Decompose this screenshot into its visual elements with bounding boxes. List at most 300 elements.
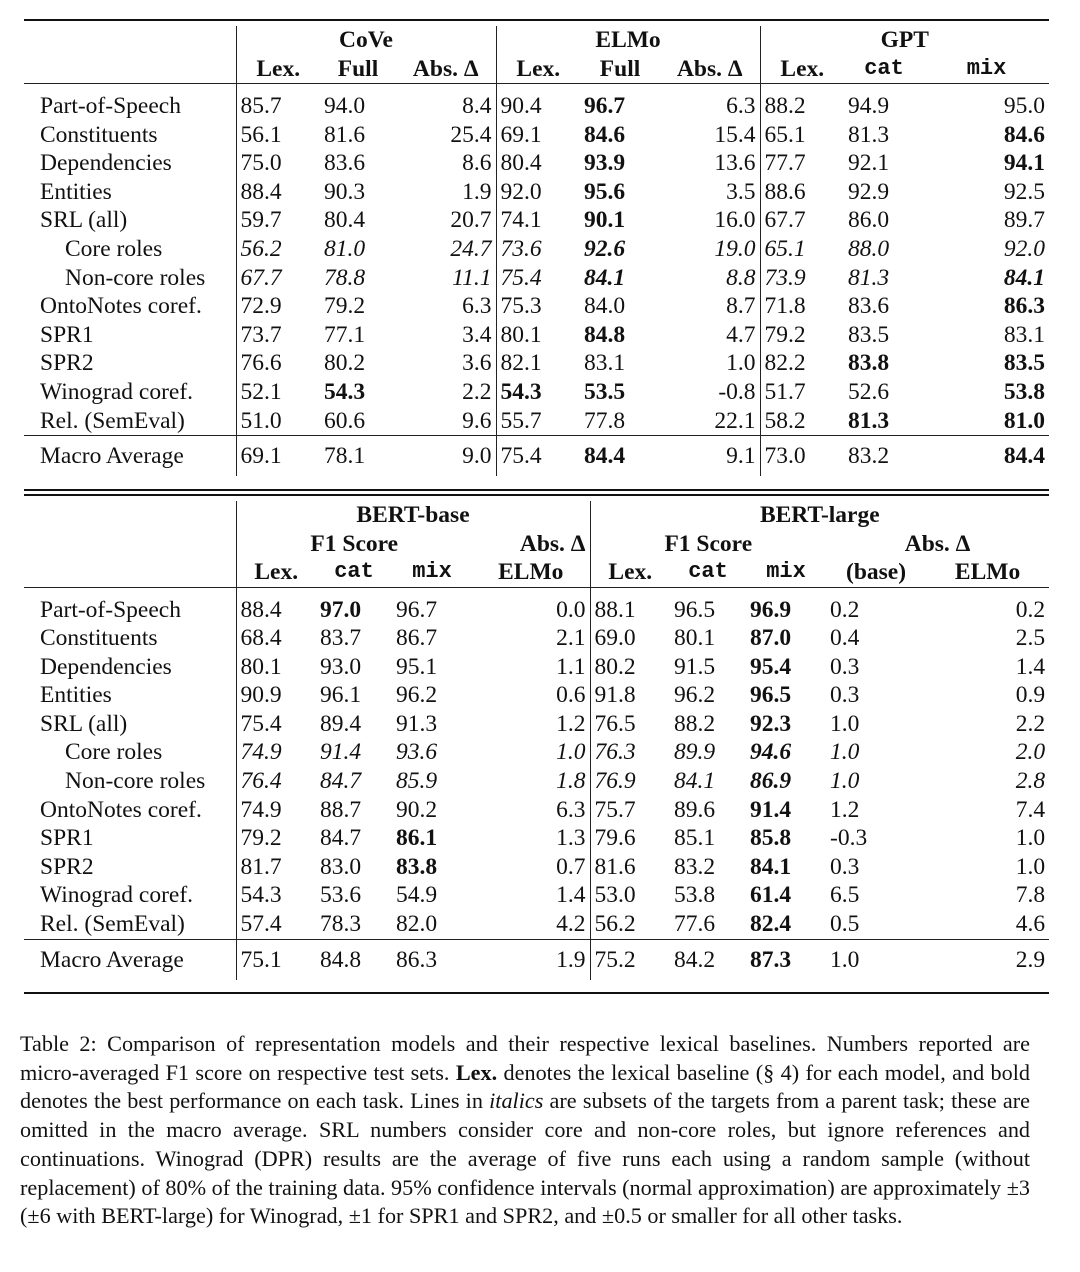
table-cell: 78.8 bbox=[324, 264, 366, 291]
table-cell: 54.3 bbox=[324, 378, 366, 405]
table-cell: 84.4 bbox=[924, 436, 1049, 477]
table-cell: 96.9 bbox=[746, 587, 826, 624]
table-cell: 9.0 bbox=[396, 436, 496, 477]
table-cell: 1.1 bbox=[556, 653, 586, 680]
table-cell: 84.6 bbox=[584, 121, 626, 148]
table-cell: 25.4 bbox=[450, 121, 492, 148]
table-cell: 76.6 bbox=[236, 349, 320, 378]
table-cell: 90.4 bbox=[496, 84, 580, 121]
table-cell: 73.6 bbox=[496, 235, 580, 264]
table-cell: 96.2 bbox=[396, 682, 438, 709]
column-header: mix bbox=[766, 559, 806, 584]
table-cell: 0.3 bbox=[830, 682, 860, 709]
table-cell: 93.0 bbox=[320, 653, 362, 680]
table1-top-rule bbox=[24, 19, 1049, 21]
table-cell: 89.4 bbox=[320, 710, 362, 737]
table-row bbox=[24, 84, 1049, 121]
table-cell: 51.0 bbox=[236, 407, 320, 436]
table-cell: 96.5 bbox=[750, 682, 792, 709]
table-cell: 88.0 bbox=[848, 235, 890, 262]
table-cell: 75.0 bbox=[236, 149, 320, 178]
column-header: Full bbox=[599, 55, 641, 82]
table-cell: 60.6 bbox=[324, 407, 366, 434]
column-header: Lex. bbox=[236, 55, 320, 84]
table-cell: 19.0 bbox=[714, 235, 756, 262]
table-cell: 76.5 bbox=[590, 710, 670, 739]
table-cell: 84.4 bbox=[580, 436, 660, 477]
table-cell: 1.0 bbox=[1015, 825, 1046, 852]
table-cell: 84.8 bbox=[584, 321, 626, 348]
table-row bbox=[24, 653, 1049, 682]
table-cell: 83.7 bbox=[320, 625, 362, 652]
column-header: Abs. Δ bbox=[676, 55, 743, 82]
table-cell: 8.6 bbox=[462, 150, 492, 177]
table-cell: 1.2 bbox=[556, 710, 586, 737]
table-cell: 53.8 bbox=[1003, 378, 1046, 405]
table-cell: 0.2 bbox=[826, 587, 926, 624]
table-cell: 80.1 bbox=[674, 625, 716, 652]
table-row bbox=[24, 321, 1049, 350]
table-cell: 85.7 bbox=[236, 84, 320, 121]
table-row bbox=[24, 796, 1049, 825]
table-cell: 3.6 bbox=[462, 350, 492, 377]
table-row bbox=[24, 939, 1049, 980]
table-cell: 90.9 bbox=[236, 681, 316, 710]
table-cell: 1.0 bbox=[556, 739, 586, 766]
row-label: SPR2 bbox=[40, 853, 94, 880]
table-cell: 83.6 bbox=[848, 293, 890, 320]
table-cell: 80.1 bbox=[236, 653, 316, 682]
table-caption bbox=[20, 1030, 1030, 1231]
table-cell: 89.9 bbox=[674, 739, 716, 766]
table-cell: 53.5 bbox=[584, 378, 626, 405]
table-cell: 16.0 bbox=[714, 207, 756, 234]
table-cell: 87.3 bbox=[746, 939, 826, 980]
table-cell: 0.4 bbox=[830, 625, 860, 652]
table-cell: 90.1 bbox=[584, 207, 626, 234]
table-cell: 8.8 bbox=[726, 264, 756, 291]
table-row bbox=[24, 378, 1049, 407]
table-cell: 1.2 bbox=[830, 796, 860, 823]
table-row bbox=[24, 292, 1049, 321]
column-header: ELMo bbox=[498, 559, 564, 585]
table-cell: 83.1 bbox=[1003, 321, 1046, 348]
table-cell: 80.4 bbox=[324, 207, 366, 234]
column-header: cat bbox=[334, 559, 374, 584]
table-row bbox=[24, 149, 1049, 178]
table-cell: 92.0 bbox=[1003, 235, 1046, 262]
table-cell: 86.3 bbox=[1003, 293, 1046, 320]
table-cell: 1.9 bbox=[462, 178, 492, 205]
table-cell: 1.0 bbox=[826, 939, 926, 980]
table-cell: 1.8 bbox=[556, 768, 586, 795]
row-label: Non-core roles bbox=[65, 768, 206, 795]
column-header: mix bbox=[412, 559, 452, 584]
table-cell: 6.5 bbox=[830, 882, 860, 909]
table-cell: 94.0 bbox=[320, 84, 396, 121]
row-label: Part-of-Speech bbox=[24, 587, 236, 624]
table-cell: 24.7 bbox=[450, 235, 492, 262]
table-cell: 75.4 bbox=[236, 710, 316, 739]
table-cell: 4.6 bbox=[1015, 911, 1046, 938]
table-cell: 67.7 bbox=[236, 264, 320, 293]
table-cell: 74.9 bbox=[236, 738, 316, 767]
row-label: Dependencies bbox=[40, 150, 172, 177]
row-label: Entities bbox=[40, 682, 112, 709]
table-row bbox=[24, 436, 1049, 477]
table-cell: 65.1 bbox=[760, 121, 844, 150]
table-cell: 1.3 bbox=[556, 825, 586, 852]
table-separator-rule-2 bbox=[24, 494, 1049, 496]
column-header: (base) bbox=[846, 559, 907, 585]
caption-part-2: denotes the lexical baseline (§ 4) for each model, and bold denotes the best performance on each task. Lines in bbox=[20, 1059, 1030, 1114]
table-row bbox=[24, 264, 1049, 293]
table-cell: 53.8 bbox=[674, 882, 716, 909]
table-cell: 0.3 bbox=[830, 653, 860, 680]
table-cell: 2.9 bbox=[926, 939, 1049, 980]
column-header: Lex. bbox=[590, 558, 670, 587]
table-cell: 65.1 bbox=[760, 235, 844, 264]
caption-part-1: Table 2: Comparison of representation models and their respective lexical baselines. Numbers reported are micro-averaged F1 score on respective test sets. bbox=[20, 1031, 1030, 1085]
group-header-bert-base: BERT-base bbox=[236, 501, 590, 530]
table-cell: 52.6 bbox=[848, 378, 890, 405]
table-cell: 84.0 bbox=[584, 293, 626, 320]
table-cell: 92.3 bbox=[750, 710, 792, 737]
table-cell: 75.1 bbox=[236, 939, 316, 980]
table-separator-rule bbox=[24, 489, 1049, 491]
table-cell: 0.0 bbox=[472, 587, 590, 624]
table-cell: 95.0 bbox=[924, 84, 1049, 121]
f1-score-header-base: F1 Score bbox=[236, 530, 472, 559]
table-row bbox=[24, 910, 1049, 939]
table-cell: 91.4 bbox=[320, 739, 362, 766]
table-cell: 9.6 bbox=[462, 407, 492, 434]
table-cell: 68.4 bbox=[236, 624, 316, 653]
table-cell: 81.6 bbox=[590, 853, 670, 882]
table-cell: 76.9 bbox=[590, 767, 670, 796]
table-cell: 81.0 bbox=[1003, 407, 1046, 434]
table-cell: 94.6 bbox=[750, 739, 792, 766]
table-cell: 20.7 bbox=[450, 207, 492, 234]
table-cell: 3.5 bbox=[726, 178, 756, 205]
row-label: SRL (all) bbox=[40, 710, 128, 737]
table-cell: 75.3 bbox=[496, 292, 580, 321]
table-cell: 2.2 bbox=[1015, 710, 1046, 737]
row-label: Macro Average bbox=[24, 436, 236, 477]
table-cell: 79.2 bbox=[324, 293, 366, 320]
column-header: ELMo bbox=[954, 559, 1021, 585]
group-header-bert-large: BERT-large bbox=[590, 501, 1049, 530]
table-row bbox=[24, 178, 1049, 207]
group-header-cove: CoVe bbox=[236, 26, 496, 55]
table-cell: 82.2 bbox=[760, 349, 844, 378]
table-cell: 56.2 bbox=[590, 910, 670, 939]
table-cell: 3.4 bbox=[462, 321, 492, 348]
results-table-1 bbox=[24, 26, 1049, 476]
table-cell: 80.1 bbox=[496, 321, 580, 350]
table-cell: 73.9 bbox=[760, 264, 844, 293]
table-cell: 7.8 bbox=[1015, 882, 1046, 909]
table-cell: 59.7 bbox=[236, 206, 320, 235]
table-cell: 79.2 bbox=[236, 824, 316, 853]
table-cell: 51.7 bbox=[760, 378, 844, 407]
table-cell: 22.1 bbox=[714, 407, 756, 434]
table-cell: 91.5 bbox=[674, 653, 716, 680]
row-label: Entities bbox=[40, 178, 112, 205]
caption-italics-term: italics bbox=[489, 1088, 544, 1114]
table-cell: 94.9 bbox=[844, 84, 924, 121]
table-cell: 85.9 bbox=[396, 768, 438, 795]
table-cell: 6.3 bbox=[556, 796, 586, 823]
table-cell: 75.2 bbox=[590, 939, 670, 980]
table-cell: 77.1 bbox=[324, 321, 366, 348]
table-cell: 74.9 bbox=[236, 796, 316, 825]
table-row bbox=[24, 881, 1049, 910]
table-cell: 83.0 bbox=[320, 853, 362, 880]
row-label: Core roles bbox=[65, 739, 163, 766]
row-label: Part-of-Speech bbox=[24, 84, 236, 121]
table-cell: 93.6 bbox=[396, 739, 438, 766]
subheader-row bbox=[24, 55, 1049, 84]
table-cell: 92.1 bbox=[848, 150, 890, 177]
abs-delta-header-large: Abs. Δ bbox=[904, 530, 971, 557]
table-cell: 86.7 bbox=[396, 625, 438, 652]
table-cell: 55.7 bbox=[496, 407, 580, 436]
table-cell: 76.3 bbox=[590, 738, 670, 767]
subheader-row bbox=[24, 558, 1049, 587]
table-cell: 88.2 bbox=[760, 84, 844, 121]
table-cell: 0.2 bbox=[926, 587, 1049, 624]
table-cell: 84.2 bbox=[670, 939, 746, 980]
table-cell: 73.7 bbox=[236, 321, 320, 350]
group-header-gpt: GPT bbox=[760, 26, 1049, 55]
table-cell: 13.6 bbox=[714, 150, 756, 177]
table-cell: 0.9 bbox=[1015, 682, 1046, 709]
table-cell: 4.2 bbox=[556, 911, 586, 938]
table-cell: 90.2 bbox=[396, 796, 438, 823]
table-cell: 84.1 bbox=[584, 264, 626, 291]
table-cell: 82.0 bbox=[396, 911, 438, 938]
table-row bbox=[24, 710, 1049, 739]
table-cell: 96.1 bbox=[320, 682, 362, 709]
row-label: Winograd coref. bbox=[40, 378, 194, 405]
row-label: Core roles bbox=[65, 235, 163, 262]
table-cell: 88.4 bbox=[236, 587, 316, 624]
table-cell: 95.1 bbox=[396, 653, 438, 680]
row-label: SRL (all) bbox=[40, 207, 128, 234]
table-cell: 83.1 bbox=[584, 350, 626, 377]
table-cell: 11.1 bbox=[452, 264, 492, 291]
table-cell: 77.8 bbox=[584, 407, 626, 434]
table-cell: 79.6 bbox=[590, 824, 670, 853]
table-cell: 91.3 bbox=[396, 710, 438, 737]
table-cell: 71.8 bbox=[760, 292, 844, 321]
table-cell: 6.3 bbox=[462, 293, 492, 320]
row-label: Rel. (SemEval) bbox=[40, 407, 185, 434]
table-cell: 83.6 bbox=[324, 150, 366, 177]
table-cell: 92.0 bbox=[496, 178, 580, 207]
table-cell: 1.0 bbox=[726, 350, 756, 377]
table-cell: 95.6 bbox=[584, 178, 626, 205]
table-cell: 75.4 bbox=[496, 436, 580, 477]
table-cell: 73.0 bbox=[760, 436, 844, 477]
table-cell: 86.0 bbox=[848, 207, 890, 234]
table-row bbox=[24, 121, 1049, 150]
row-label: OntoNotes coref. bbox=[40, 796, 202, 823]
table-cell: 15.4 bbox=[714, 121, 756, 148]
table-cell: 86.9 bbox=[750, 768, 792, 795]
table-cell: 88.4 bbox=[236, 178, 320, 207]
row-label: Macro Average bbox=[24, 939, 236, 980]
row-label: Constituents bbox=[40, 121, 158, 148]
table-cell: 80.2 bbox=[324, 350, 366, 377]
table-cell: 96.7 bbox=[580, 84, 660, 121]
table-cell: 86.3 bbox=[392, 939, 472, 980]
table-cell: 84.7 bbox=[320, 768, 362, 795]
caption-lex-term: Lex. bbox=[455, 1059, 498, 1085]
table-cell: 84.7 bbox=[320, 825, 362, 852]
table-cell: 92.6 bbox=[584, 235, 626, 262]
table-cell: 83.8 bbox=[396, 853, 438, 880]
table-cell: 61.4 bbox=[750, 882, 792, 909]
table-cell: 1.0 bbox=[830, 768, 860, 795]
table-cell: 80.2 bbox=[590, 653, 670, 682]
table-cell: 72.9 bbox=[236, 292, 320, 321]
table-row bbox=[24, 624, 1049, 653]
group-header-elmo: ELMo bbox=[496, 26, 760, 55]
table-cell: 0.7 bbox=[556, 853, 586, 880]
table2-body bbox=[24, 587, 1049, 980]
table-cell: 6.3 bbox=[660, 84, 760, 121]
row-label: OntoNotes coref. bbox=[40, 293, 202, 320]
table-cell: 58.2 bbox=[760, 407, 844, 436]
table-cell: 69.0 bbox=[590, 624, 670, 653]
caption-part-3: are subsets of the targets from a parent task; these are omitted in the macro average. SRL numbers consider core and non-core roles, but ignore references and continuations. Winograd (DPR) results are the average of five runs each using a random sample (without replacement) of 80% of the training data. 95% confidence intervals (normal approximation) are approximately ±3 (±6 with BERT-large) for Winograd, ±1 for SPR1 and SPR2, and ±0.5 or smaller for all other tasks. bbox=[20, 1088, 1030, 1229]
table-cell: 81.6 bbox=[324, 121, 366, 148]
table-cell: 1.0 bbox=[1015, 853, 1046, 880]
table-cell: 95.4 bbox=[750, 653, 792, 680]
table-cell: 96.5 bbox=[670, 587, 746, 624]
table-row bbox=[24, 738, 1049, 767]
table-cell: 74.1 bbox=[496, 206, 580, 235]
table-cell: 84.1 bbox=[674, 768, 716, 795]
table-row bbox=[24, 824, 1049, 853]
table-cell: 1.9 bbox=[472, 939, 590, 980]
table-cell: 9.1 bbox=[660, 436, 760, 477]
table-row bbox=[24, 853, 1049, 882]
table-cell: 54.3 bbox=[496, 378, 580, 407]
table-cell: 53.0 bbox=[590, 881, 670, 910]
table-cell: 75.7 bbox=[590, 796, 670, 825]
table-cell: 81.3 bbox=[848, 264, 890, 291]
table-cell: 0.5 bbox=[830, 911, 860, 938]
table-row bbox=[24, 767, 1049, 796]
table-cell: 89.6 bbox=[674, 796, 716, 823]
table-cell: 82.1 bbox=[496, 349, 580, 378]
table-cell: 69.1 bbox=[496, 121, 580, 150]
table-cell: 8.7 bbox=[726, 293, 756, 320]
table-cell: 89.7 bbox=[1003, 207, 1046, 234]
row-label: SPR1 bbox=[40, 825, 94, 852]
table-cell: 52.1 bbox=[236, 378, 320, 407]
table-cell: 84.8 bbox=[316, 939, 392, 980]
table-cell: 82.4 bbox=[750, 911, 792, 938]
abs-delta-header-base: Abs. Δ bbox=[519, 530, 586, 557]
table-cell: 2.5 bbox=[1015, 625, 1046, 652]
table-cell: 83.5 bbox=[1003, 350, 1046, 377]
table-cell: 97.0 bbox=[316, 587, 392, 624]
column-header: Lex. bbox=[236, 558, 316, 587]
table1-body bbox=[24, 84, 1049, 477]
table-cell: 2.2 bbox=[462, 378, 492, 405]
column-header: cat bbox=[688, 559, 728, 584]
table2-bottom-rule bbox=[24, 992, 1049, 994]
table-row bbox=[24, 407, 1049, 436]
table-cell: 84.1 bbox=[1003, 264, 1046, 291]
table-cell: 56.2 bbox=[236, 235, 320, 264]
table-cell: 81.3 bbox=[848, 121, 890, 148]
column-header: cat bbox=[864, 55, 904, 81]
column-header: Abs. Δ bbox=[412, 55, 479, 82]
table-cell: 7.4 bbox=[1015, 796, 1046, 823]
table-cell: 91.4 bbox=[750, 796, 792, 823]
table-row bbox=[24, 587, 1049, 624]
table-cell: 56.1 bbox=[236, 121, 320, 150]
column-header: mix bbox=[966, 55, 1007, 81]
row-label: Rel. (SemEval) bbox=[40, 911, 185, 938]
table-cell: 78.1 bbox=[320, 436, 396, 477]
table-cell: 92.9 bbox=[848, 178, 890, 205]
table-cell: 77.7 bbox=[760, 149, 844, 178]
table-row bbox=[24, 206, 1049, 235]
table-cell: 8.4 bbox=[396, 84, 496, 121]
table-cell: 80.4 bbox=[496, 149, 580, 178]
table-cell: 81.0 bbox=[324, 235, 366, 262]
column-header: Lex. bbox=[496, 55, 580, 84]
table-cell: 75.4 bbox=[496, 264, 580, 293]
f1-score-header-large: F1 Score bbox=[590, 530, 826, 559]
table-cell: 1.4 bbox=[1015, 653, 1046, 680]
table-cell: 67.7 bbox=[760, 206, 844, 235]
row-label: SPR2 bbox=[40, 350, 94, 377]
table-cell: 4.7 bbox=[726, 321, 756, 348]
column-header: Lex. bbox=[760, 55, 844, 84]
table-cell: 81.3 bbox=[848, 407, 890, 434]
row-label: SPR1 bbox=[40, 321, 94, 348]
table-cell: 83.5 bbox=[848, 321, 890, 348]
table-cell: 83.2 bbox=[674, 853, 716, 880]
table-cell: 93.9 bbox=[584, 150, 626, 177]
table-cell: 69.1 bbox=[236, 436, 320, 477]
table-cell: 90.3 bbox=[324, 178, 366, 205]
row-label: Winograd coref. bbox=[40, 882, 194, 909]
table-cell: 76.4 bbox=[236, 767, 316, 796]
row-label: Constituents bbox=[40, 625, 158, 652]
table-cell: 92.5 bbox=[1003, 178, 1046, 205]
table-cell: 54.9 bbox=[396, 882, 438, 909]
table-cell: 2.1 bbox=[556, 625, 586, 652]
table-cell: 87.0 bbox=[750, 625, 792, 652]
table-cell: 83.8 bbox=[848, 350, 890, 377]
table-cell: -0.3 bbox=[830, 825, 868, 852]
table-cell: 79.2 bbox=[760, 321, 844, 350]
table-cell: 85.8 bbox=[750, 825, 792, 852]
table-cell: 0.3 bbox=[830, 853, 860, 880]
table-cell: 88.1 bbox=[590, 587, 670, 624]
table-cell: 1.0 bbox=[830, 739, 860, 766]
table-cell: 84.1 bbox=[750, 853, 792, 880]
table-cell: 83.2 bbox=[844, 436, 924, 477]
